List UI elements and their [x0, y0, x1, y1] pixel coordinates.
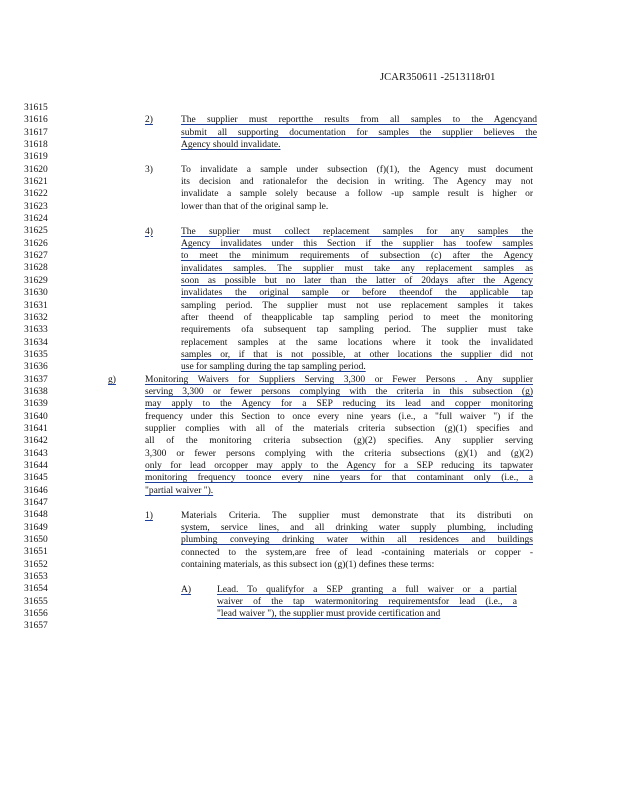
text-line: invalidate a sample solely because a follow -up sample result is higher or [181, 189, 533, 200]
line-number: 31657 [24, 621, 48, 632]
text-line: replacement samples at the same locations where it took the invalidated [181, 337, 533, 348]
text-line: 3,300 or fewer persons complying with the criteria subsections (g)(1) and (g)(2) [145, 448, 533, 459]
line-number: 31619 [24, 152, 48, 163]
line-number: 31641 [24, 423, 48, 434]
text-line: Agency invalidates under this Section if the supplier has toofew samples [181, 238, 533, 249]
text-line: Agency should invalidate. [181, 140, 281, 151]
item-4-text [181, 226, 533, 374]
text-line: To invalidate a sample under subsection (f)(1), the Agency must document [181, 164, 533, 175]
line-number: 31649 [24, 522, 48, 533]
text-line: samples or, if that is not possible, at other locations the supplier did not [181, 349, 533, 360]
text-line: Monitoring Waivers for Suppliers Serving 3,300 or Fewer Persons . Any supplier [145, 374, 533, 385]
line-number: 31650 [24, 535, 48, 546]
text-line: lower than that of the original samp le. [181, 201, 329, 212]
text-line: invalidates samples. The supplier must take any replacement samples as [181, 263, 533, 274]
text-line: use for sampling during the tap sampling period. [181, 362, 366, 373]
item-2-text [181, 114, 537, 151]
line-number: 31617 [24, 127, 48, 138]
item-label-4: 4) [145, 226, 153, 237]
line-number: 31648 [24, 510, 48, 521]
line-number: 31625 [24, 226, 48, 237]
line-number: 31637 [24, 374, 48, 385]
text-line: Lead. To qualifyfor a SEP granting a full waiver or a partial [217, 584, 517, 595]
line-number: 31636 [24, 362, 48, 373]
line-number: 31621 [24, 177, 48, 188]
text-line: The supplier must reportthe results from all samples to the Agencyand [181, 115, 537, 126]
line-number: 31618 [24, 140, 48, 151]
text-line: "lead waiver "), the supplier must provide certification and [217, 609, 441, 620]
line-number-column [24, 102, 54, 633]
text-line: sampling period. The supplier must not use replacement samples it takes [181, 300, 533, 311]
text-line: system, service lines, and all drinking water supply plumbing, including [181, 522, 533, 533]
text-line: Materials Criteria. The supplier must demonstrate that its distributi on [181, 510, 533, 521]
text-line: monitoring frequency toonce every nine years for that contaminant only (i.e., a [145, 473, 533, 484]
line-number: 31655 [24, 596, 48, 607]
text-line: its decision and rationalefor the decision in writing. The Agency may not [181, 177, 533, 188]
line-number: 31622 [24, 189, 48, 200]
line-number: 31634 [24, 337, 48, 348]
line-number: 31623 [24, 201, 48, 212]
line-number: 31656 [24, 609, 48, 620]
line-number: 31653 [24, 572, 48, 583]
line-number: 31639 [24, 399, 48, 410]
text-line: requirements ofa subsequent tap sampling period. The supplier must take [181, 325, 533, 336]
line-number: 31629 [24, 275, 48, 286]
line-number: 31652 [24, 559, 48, 570]
text-line: frequency under this Section to once every nine years (i.e., a "full waiver ") if the [145, 411, 533, 422]
text-line: connected to the system,are free of lead -containing materials or copper - [181, 547, 533, 558]
line-number: 31647 [24, 498, 48, 508]
text-line: supplier complies with all of the materials criteria subsection (g)(1) specifies and [145, 424, 533, 435]
line-number: 31654 [24, 584, 48, 595]
item-label-2: 2) [145, 115, 153, 126]
text-line: to meet the minimum requirements of subsection (c) after the Agency [181, 251, 533, 262]
line-number: 31630 [24, 288, 48, 299]
line-number: 31638 [24, 386, 48, 397]
line-number: 31644 [24, 460, 48, 471]
text-line: all of the monitoring criteria subsection (g)(2) specifies. Any supplier serving [145, 436, 533, 447]
line-number: 31627 [24, 251, 48, 262]
text-line: only for lead orcopper may apply to the Agency for a SEP reducing its tapwater [145, 461, 533, 472]
item-3-text [181, 164, 533, 213]
text-line: may apply to the Agency for a SEP reducing its lead and copper monitoring [145, 399, 533, 410]
item-A-text [217, 584, 517, 621]
line-number: 31651 [24, 547, 48, 558]
line-number: 31633 [24, 325, 48, 336]
text-line: after theend of theapplicable tap sampling period to meet the monitoring [181, 312, 533, 323]
text-line: The supplier must collect replacement samples for any samples the [181, 226, 533, 237]
text-line: waiver of the tap watermonitoring requirementsfor lead (i.e., a [217, 596, 517, 607]
text-line: invalidates the original sample or before theendof the applicable tap [181, 288, 533, 299]
line-number: 31632 [24, 312, 48, 323]
line-number: 31640 [24, 411, 48, 422]
line-number: 31642 [24, 436, 48, 447]
text-line: submit all supporting documentation for samples the supplier believes the [181, 127, 537, 138]
text-line: soon as possible but no later than the latter of 20days after the Agency [181, 275, 533, 286]
line-number: 31635 [24, 349, 48, 360]
line-number: 31646 [24, 485, 48, 496]
line-number: 31615 [24, 103, 48, 113]
text-line: plumbing conveying drinking water within all residences and buildings [181, 535, 533, 546]
text-line: containing materials, as this subsect ion (g)(1) defines these terms: [181, 559, 435, 570]
item-label-3: 3) [145, 164, 153, 175]
line-number: 31620 [24, 164, 48, 175]
item-1-text [181, 510, 533, 572]
item-label-A: A) [181, 584, 192, 595]
line-number: 31643 [24, 448, 48, 459]
text-line: "partial waiver "). [145, 485, 214, 496]
item-label-1: 1) [145, 510, 153, 521]
line-number: 31616 [24, 115, 48, 126]
line-number: 31631 [24, 300, 48, 311]
line-number: 31645 [24, 473, 48, 484]
item-label-g: g) [108, 374, 116, 385]
document-header-id: JCAR350611 -2513118r01 [380, 72, 496, 83]
line-number: 31626 [24, 238, 48, 249]
text-line: serving 3,300 or fewer persons complying with the criteria in this subsection (g) [145, 387, 533, 398]
item-g-text [145, 374, 533, 497]
line-number: 31628 [24, 263, 48, 274]
line-number: 31624 [24, 214, 48, 225]
